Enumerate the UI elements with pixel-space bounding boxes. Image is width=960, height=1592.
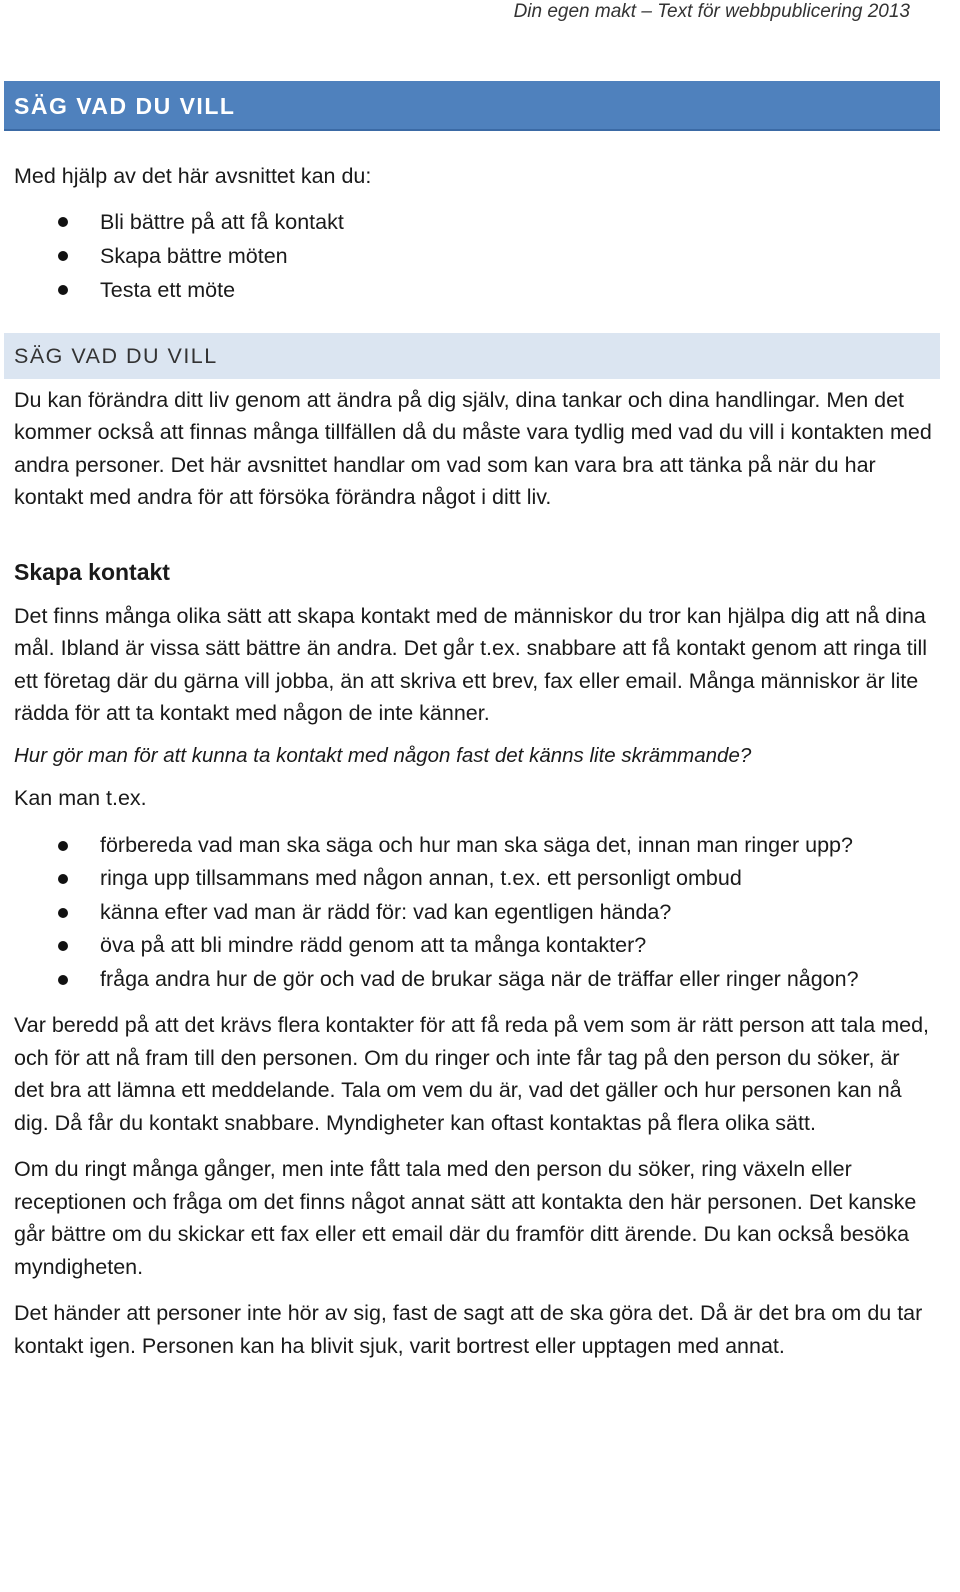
bullet-icon [58, 217, 68, 227]
list-item-text: Bli bättre på att få kontakt [100, 209, 344, 234]
paragraph: Om du ringt många gånger, men inte fått tala med den person du söker, ring växeln eller receptionen och fråga om det finns något annat sätt att kontakta den här personen. Det kanske går bättre om du skickar ett fax eller ett email där du framför ditt ärende. Du kan också besöka myndigheten. [14, 1157, 917, 1279]
bullet-icon [58, 874, 68, 884]
list-item-text: Testa ett möte [100, 277, 236, 302]
paragraph: Det finns många olika sätt att skapa kontakt med de människor du tror kan hjälpa dig att nå dina mål. Ibland är vissa sätt bättre än andra. Det går t.ex. snabbare att få kontakt genom att ringa till ett företag där du gärna vill jobba, än att skriva ett brev, fax eller email. Många människor är lite rädda för att ta kontakt med någon de inte känner. [14, 603, 928, 725]
list-item-text: öva på att bli mindre rädd genom att ta många kontakter? [100, 933, 647, 957]
list-item-text: känna efter vad man är rädd för: vad kan egentligen hända? [100, 899, 672, 924]
document-body [14, 160, 934, 1362]
section-heading: SÄG VAD DU VILL [14, 343, 218, 368]
list-item-text: fråga andra hur de gör och vad de brukar säga när de träffar eller ringer någon? [100, 966, 859, 991]
list-lead: Kan man t.ex. [14, 786, 147, 810]
list-item [14, 273, 934, 307]
list-item [14, 963, 934, 996]
section-paragraph: Du kan förändra ditt liv genom att ändra på dig själv, dina tankar och dina handlingar. Men det kommer också att finnas många tillfällen då du måste vara tydlig med vad du vill i kontakten med andra personer. Det här avsnittet handlar om vad som kan vara bra att tänka på när du har kontakt med andra för att försöka förändra något i ditt liv. [14, 387, 932, 509]
subheading-skapa-kontakt: Skapa kontakt [14, 558, 170, 585]
paragraph: Var beredd på att det krävs flera kontakter för att få reda på vem som är rätt person att tala med, och för att nå fram till den personen. Om du ringer och inte får tag på den person du söker, är det bra att lämna ett meddelande. Tala om vem du är, vad det gäller och hur personen kan nå dig. Då får du kontakt snabbare. Myndigheter kan oftast kontaktas på flera olika sätt. [14, 1013, 929, 1135]
list-item [14, 239, 934, 273]
intro-lead: Med hjälp av det här avsnittet kan du: [14, 164, 372, 188]
question-text: Hur gör man för att kunna ta kontakt med någon fast det känns lite skrämmande? [14, 743, 752, 767]
bullet-icon [58, 285, 68, 295]
list-item [14, 929, 934, 962]
bullet-icon [58, 908, 68, 918]
list-item [14, 829, 934, 862]
list-item-text: förbereda vad man ska säga och hur man ska säga det, innan man ringer upp? [100, 832, 853, 857]
list-item [14, 205, 934, 239]
list-item [14, 896, 934, 929]
page-title: SÄG VAD DU VILL [14, 93, 236, 119]
intro-list [14, 205, 934, 307]
bullet-icon [58, 841, 68, 851]
tips-list [14, 829, 934, 996]
bullet-icon [58, 941, 68, 951]
paragraph: Det händer att personer inte hör av sig, fast de sagt att de ska göra det. Då är det bra om du tar kontakt igen. Personen kan ha blivit sjuk, varit bortrest eller upptagen med annat. [14, 1301, 923, 1358]
bullet-icon [58, 975, 68, 985]
bullet-icon [58, 251, 68, 261]
list-item-text: ringa upp tillsammans med någon annan, t.ex. ett personligt ombud [100, 866, 742, 890]
running-header: Din egen makt – Text för webbpublicering 2013 [513, 1, 910, 22]
title-bar [4, 81, 940, 131]
list-item [14, 862, 934, 895]
section-heading-bar [4, 333, 940, 379]
list-item-text: Skapa bättre möten [100, 243, 288, 268]
